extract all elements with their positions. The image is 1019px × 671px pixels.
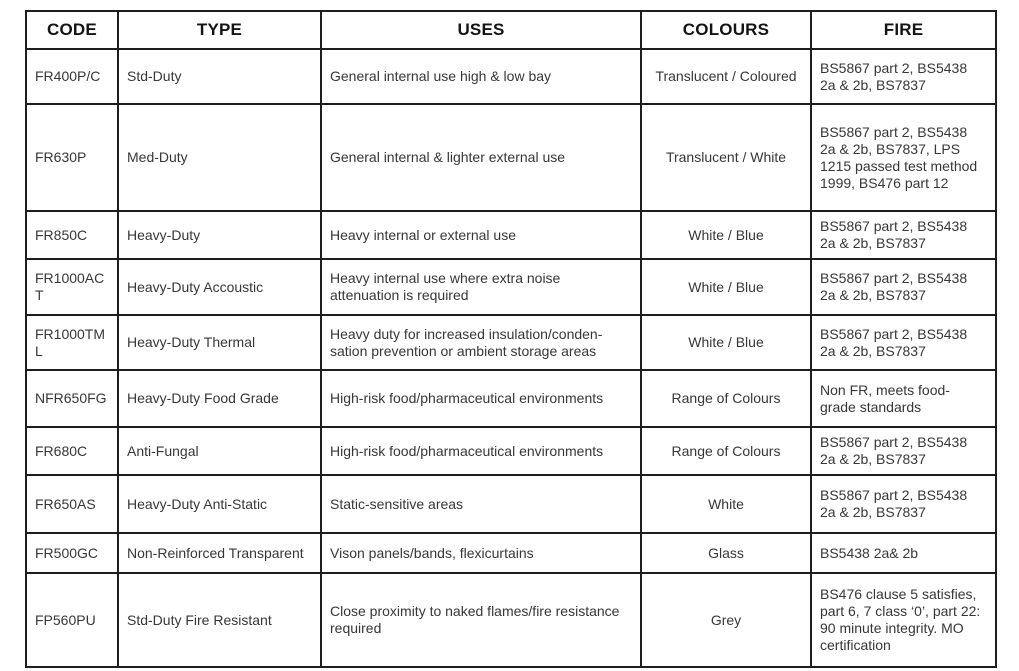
- cell-type: Anti-Fungal: [118, 427, 321, 475]
- cell-colours: Grey: [641, 573, 811, 667]
- table-row: [26, 259, 996, 315]
- cell-colours: Range of Colours: [641, 427, 811, 475]
- cell-uses: Heavy internal use where extra noise attenuation is required: [321, 259, 641, 315]
- cell-colours: Glass: [641, 533, 811, 573]
- cell-uses: Vison panels/bands, flexicurtains: [321, 533, 641, 573]
- cell-code: FR850C: [26, 211, 118, 259]
- cell-fire: BS5867 part 2, BS5438 2a & 2b, BS7837: [811, 49, 996, 104]
- cell-fire: BS5867 part 2, BS5438 2a & 2b, BS7837: [811, 259, 996, 315]
- cell-colours: Translucent / White: [641, 104, 811, 211]
- cell-fire: BS5867 part 2, BS5438 2a & 2b, BS7837, LPS 1215 passed test method 1999, BS476 part 12: [811, 104, 996, 211]
- cell-uses: Static-sensitive areas: [321, 475, 641, 533]
- table-row: [26, 370, 996, 427]
- cell-type: Heavy-Duty Anti-Static: [118, 475, 321, 533]
- column-header-fire: FIRE: [811, 11, 996, 49]
- cell-code: FR630P: [26, 104, 118, 211]
- cell-type: Std-Duty: [118, 49, 321, 104]
- column-header-uses: USES: [321, 11, 641, 49]
- cell-type: Heavy-Duty Accoustic: [118, 259, 321, 315]
- cell-uses: General internal use high & low bay: [321, 49, 641, 104]
- cell-colours: White / Blue: [641, 211, 811, 259]
- cell-type: Std-Duty Fire Resistant: [118, 573, 321, 667]
- cell-code: FR1000TML: [26, 315, 118, 370]
- cell-uses: Heavy internal or external use: [321, 211, 641, 259]
- cell-colours: Translucent / Coloured: [641, 49, 811, 104]
- table-header: [26, 11, 996, 49]
- table-row: [26, 49, 996, 104]
- cell-fire: BS5438 2a& 2b: [811, 533, 996, 573]
- table-row: [26, 573, 996, 667]
- product-spec-table: [25, 10, 997, 668]
- table-header-row: [26, 11, 996, 49]
- column-header-type: TYPE: [118, 11, 321, 49]
- cell-uses: High-risk food/pharmaceutical environments: [321, 370, 641, 427]
- cell-fire: BS5867 part 2, BS5438 2a & 2b, BS7837: [811, 315, 996, 370]
- cell-code: FR400P/C: [26, 49, 118, 104]
- cell-fire: BS476 clause 5 satisfies, part 6, 7 class ‘0’, part 22: 90 minute integrity. MO certification: [811, 573, 996, 667]
- cell-type: Heavy-Duty Food Grade: [118, 370, 321, 427]
- column-header-colours: COLOURS: [641, 11, 811, 49]
- cell-colours: Range of Colours: [641, 370, 811, 427]
- table-row: [26, 315, 996, 370]
- table-body: [26, 49, 996, 667]
- cell-uses: High-risk food/pharmaceutical environments: [321, 427, 641, 475]
- cell-fire: Non FR, meets food-grade standards: [811, 370, 996, 427]
- document-page: [0, 10, 1019, 671]
- table-row: [26, 104, 996, 211]
- cell-uses: Heavy duty for increased insulation/condensation prevention or ambient storage areas: [321, 315, 641, 370]
- table-row: [26, 427, 996, 475]
- column-header-code: CODE: [26, 11, 118, 49]
- table-row: [26, 211, 996, 259]
- cell-uses: General internal & lighter external use: [321, 104, 641, 211]
- cell-code: NFR650FG: [26, 370, 118, 427]
- table-row: [26, 533, 996, 573]
- cell-type: Heavy-Duty: [118, 211, 321, 259]
- cell-fire: BS5867 part 2, BS5438 2a & 2b, BS7837: [811, 427, 996, 475]
- cell-type: Heavy-Duty Thermal: [118, 315, 321, 370]
- cell-type: Med-Duty: [118, 104, 321, 211]
- cell-code: FR1000ACT: [26, 259, 118, 315]
- cell-code: FR650AS: [26, 475, 118, 533]
- cell-fire: BS5867 part 2, BS5438 2a & 2b, BS7837: [811, 211, 996, 259]
- cell-colours: White / Blue: [641, 259, 811, 315]
- table-row: [26, 475, 996, 533]
- cell-code: FR680C: [26, 427, 118, 475]
- cell-type: Non-Reinforced Transparent: [118, 533, 321, 573]
- cell-code: FR500GC: [26, 533, 118, 573]
- cell-colours: White / Blue: [641, 315, 811, 370]
- cell-uses: Close proximity to naked flames/fire resistance required: [321, 573, 641, 667]
- cell-fire: BS5867 part 2, BS5438 2a & 2b, BS7837: [811, 475, 996, 533]
- cell-code: FP560PU: [26, 573, 118, 667]
- cell-colours: White: [641, 475, 811, 533]
